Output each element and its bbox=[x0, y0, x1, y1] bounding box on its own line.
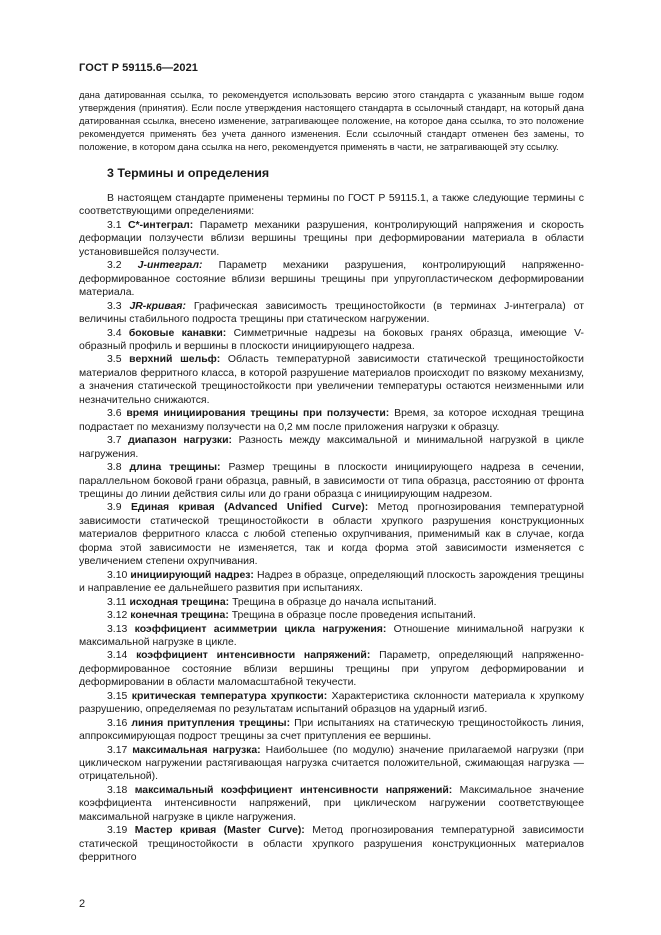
term-entry bbox=[79, 569, 584, 596]
term-entry bbox=[79, 690, 584, 717]
term-entry bbox=[79, 219, 584, 259]
term-definition: Время, за которое исходная трещина подрастает по механизму ползучести на 0,2 мм после приложения нагрузки к образцу. bbox=[79, 408, 584, 433]
term-definition: Разность между максимальной и минимальной нагрузкой в цикле нагружения. bbox=[79, 435, 584, 460]
term-name: верхний шельф: bbox=[129, 354, 221, 366]
term-number: 3.14 bbox=[107, 650, 128, 662]
term-number: 3.12 bbox=[107, 610, 128, 622]
term-entry bbox=[79, 824, 584, 864]
term-number: 3.16 bbox=[107, 717, 128, 729]
term-name: JR-кривая: bbox=[129, 300, 186, 312]
terms-container bbox=[79, 219, 584, 865]
term-definition: При испытаниях на статическую трещиностойкость линия, аппроксимирующая подрост трещины за счет притупления ее вершины. bbox=[79, 717, 584, 743]
term-name: диапазон нагрузки: bbox=[128, 435, 232, 447]
intro-paragraph: В настоящем стандарте применены термины по ГОСТ Р 59115.1, а также следующие термины с соответствующими определениями: bbox=[79, 193, 584, 218]
term-definition: Отношение минимальной нагрузки к максимальной нагрузке в цикле. bbox=[79, 623, 584, 648]
term-definition: Симметричные надрезы на боковых гранях образца, имеющие V-образный профиль и вершины в плоскости инициирующего надреза. bbox=[79, 327, 584, 352]
term-number: 3.3 bbox=[107, 300, 122, 312]
term-name: коэффициент интенсивности напряжений: bbox=[136, 650, 371, 662]
term-entry bbox=[79, 353, 584, 407]
term-number: 3.8 bbox=[107, 462, 122, 474]
term-name: критическая температура хрупкости: bbox=[131, 690, 328, 702]
term-number: 3.6 bbox=[107, 408, 122, 420]
term-name: инициирующий надрез: bbox=[130, 569, 254, 581]
term-definition: Параметр, определяющий напряженно-деформированное состояние вблизи вершины трещины при упругом деформировании и деформировании в области маломасштабной текучести. bbox=[79, 650, 584, 689]
term-number: 3.1 bbox=[107, 219, 122, 231]
term-entry bbox=[79, 649, 584, 689]
term-definition: Параметр механики разрушения, контролирующий напряжения и скорость деформации ползучести вблизи вершины трещины при деформировании материала в области установившейся ползучести. bbox=[79, 219, 584, 258]
term-name: боковые канавки: bbox=[128, 327, 227, 339]
term-entry bbox=[79, 596, 584, 609]
term-number: 3.18 bbox=[107, 784, 128, 796]
term-number: 3.2 bbox=[107, 260, 122, 272]
term-definition: Метод прогнозирования температурной зависимости статической трещиностойкости в области хрупкого разрушения конструкционных материалов ферритного bbox=[79, 825, 584, 864]
term-definition: Трещина в образце до начала испытаний. bbox=[232, 596, 437, 608]
term-entry bbox=[79, 407, 584, 434]
term-definition: Характеристика склонности материала к хрупкому разрушению, определяемая по результатам испытаний образцов на ударный изгиб. bbox=[79, 690, 584, 716]
term-entry bbox=[79, 259, 584, 299]
term-definition: Размер трещины в плоскости инициирующего надреза в сечении, параллельном боковой грани образца, равный, в зависимости от типа образца, расстоянию от фронта трещины до линии действия силы или до грани образца с инициирующим надрезом. bbox=[79, 462, 585, 500]
term-name: максимальная нагрузка: bbox=[132, 744, 261, 756]
term-number: 3.13 bbox=[107, 623, 128, 635]
term-name: исходная трещина: bbox=[129, 596, 230, 608]
term-definition: Надрез в образце, определяющий плоскость зарождения трещины и направление ее дальнейшего развития при испытаниях. bbox=[79, 569, 585, 595]
term-entry bbox=[79, 327, 584, 354]
term-entry bbox=[79, 717, 584, 744]
term-number: 3.11 bbox=[107, 596, 127, 608]
term-number: 3.4 bbox=[107, 327, 122, 339]
term-name: J-интеграл: bbox=[137, 260, 203, 272]
term-definition: Область температурной зависимости статической трещиностойкости материалов ферритного класса, в которой разрушение материалов происходит по вязкому механизму, а значения статической трещиностойкости при увеличении температуры остаются неизменными или незначительно снижаются. bbox=[79, 354, 585, 406]
term-name: коэффициент асимметрии цикла нагружения: bbox=[134, 623, 387, 635]
term-entry bbox=[79, 434, 584, 461]
term-name: конечная трещина: bbox=[130, 610, 229, 622]
page-number: 2 bbox=[79, 898, 86, 910]
term-number: 3.19 bbox=[107, 825, 128, 837]
term-number: 3.17 bbox=[107, 744, 128, 756]
term-name: время инициирования трещины при ползучести: bbox=[126, 408, 390, 420]
term-number: 3.10 bbox=[107, 569, 128, 581]
term-number: 3.15 bbox=[107, 690, 128, 702]
term-entry bbox=[79, 744, 584, 784]
term-entry bbox=[79, 461, 584, 501]
term-number: 3.5 bbox=[107, 354, 122, 366]
term-entry bbox=[79, 609, 584, 622]
reference-paragraph: дана датированная ссылка, то рекомендуется использовать версию этого стандарта с указанным выше годом утверждения (принятия). Если после утверждения настоящего стандарта в ссылочный стандарт, на который дана датированная ссылка, внесено изменение, затрагивающее положение, на которое дана ссылка, то это положение рекомендуется применять без учета данного изменения. Если ссылочный стандарт отменен без замены, то положение, в котором дана ссылка на него, рекомендуется применять в части, не затрагивающей эту ссылку. bbox=[79, 89, 584, 153]
term-number: 3.9 bbox=[107, 502, 122, 514]
section-title: 3 Термины и определения bbox=[107, 166, 270, 180]
term-entry bbox=[79, 300, 584, 327]
term-definition: Максимальное значение коэффициента интенсивности напряжений, при циклическом нагружении соответствующее максимальной нагрузке в цикле нагружения. bbox=[79, 784, 585, 823]
term-number: 3.7 bbox=[107, 435, 122, 447]
term-definition: Графическая зависимость трещиностойкости (в терминах J-интеграла) от величины стабильного подроста трещины при статическом нагружении. bbox=[79, 300, 584, 326]
term-entry bbox=[79, 784, 584, 824]
term-name: максимальный коэффициент интенсивности напряжений: bbox=[134, 784, 453, 796]
reference-note bbox=[79, 88, 584, 153]
term-definition: Метод прогнозирования температурной зависимости статической трещиностойкости в области хрупкого разрушения конструкционных материалов ферритного класса с любой степенью охрупчивания, применимый как в случае, когда форма этой зависимости не изменяется, так и когда форма этой зависимости изменяется с увеличением степени охрупчивания. bbox=[79, 502, 585, 568]
term-definition: Параметр механики разрушения, контролирующий напряженно-деформированное состояние вблизи вершины трещины при упругопластическом деформировании материала. bbox=[79, 260, 584, 299]
term-entry bbox=[79, 501, 584, 568]
term-definition: Наибольшее (по модулю) значение прилагаемой нагрузки (при циклическом нагружении растягивающая нагрузка считается положительной, сжимающая нагрузка — отрицательной). bbox=[79, 744, 584, 783]
term-name: C*-интеграл: bbox=[127, 219, 194, 231]
term-name: линия притупления трещины: bbox=[131, 717, 291, 729]
term-name: длина трещины: bbox=[129, 462, 221, 474]
terms-list bbox=[79, 192, 584, 865]
term-definition: Трещина в образце после проведения испытаний. bbox=[231, 610, 476, 622]
term-entry bbox=[79, 623, 584, 650]
term-name: Мастер кривая (Master Curve): bbox=[134, 825, 305, 837]
document-header: ГОСТ Р 59115.6—2021 bbox=[79, 62, 199, 74]
term-name: Единая кривая (Advanced Unified Curve): bbox=[130, 502, 369, 514]
